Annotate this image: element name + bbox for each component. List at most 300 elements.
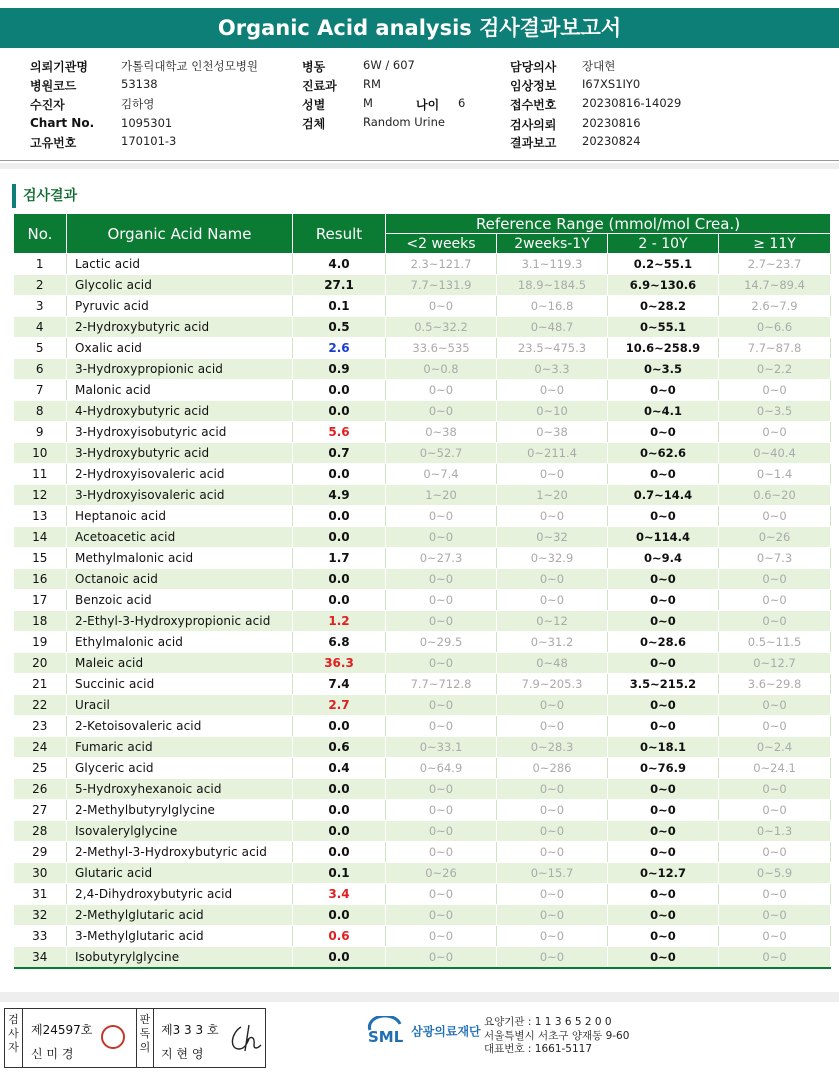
ref-2w-1y: 0~48.7	[497, 317, 608, 338]
acid-name: Maleic acid	[67, 653, 293, 674]
ref-2w-1y: 7.9~205.3	[497, 674, 608, 695]
row-no: 11	[14, 464, 67, 485]
result-value: 2.7	[293, 695, 386, 716]
result-value: 0.0	[293, 779, 386, 800]
ref-2-10y: 0~28.6	[608, 632, 719, 653]
ref-2w-1y: 0~286	[497, 758, 608, 779]
specimen-value: Random Urine	[363, 115, 445, 129]
ref-ge11y: 7.7~87.8	[719, 338, 831, 359]
signature-box	[4, 1008, 266, 1068]
ref-ge11y: 0~0	[719, 779, 831, 800]
ref-lt2w: 0~0	[386, 884, 497, 905]
row-no: 8	[14, 401, 67, 422]
result-value: 2.6	[293, 338, 386, 359]
row-no: 24	[14, 737, 67, 758]
acid-name: Lactic acid	[67, 254, 293, 275]
ref-lt2w: 0~0	[386, 821, 497, 842]
result-value: 0.0	[293, 842, 386, 863]
ref-ge11y: 0.5~11.5	[719, 632, 831, 653]
ref-2-10y: 0~0	[608, 926, 719, 947]
table-row	[14, 863, 831, 884]
row-no: 30	[14, 863, 67, 884]
acid-name: Succinic acid	[67, 674, 293, 695]
result-value: 7.4	[293, 674, 386, 695]
row-no: 22	[14, 695, 67, 716]
acid-name: 5-Hydroxyhexanoic acid	[67, 779, 293, 800]
acid-name: Heptanoic acid	[67, 506, 293, 527]
col-ref-ge11y: ≥ 11Y	[719, 234, 831, 254]
acid-name: 2-Ethyl-3-Hydroxypropionic acid	[67, 611, 293, 632]
result-value: 0.6	[293, 926, 386, 947]
ref-ge11y: 0~0	[719, 422, 831, 443]
verifier-no: 제3 3 3 호	[161, 1023, 219, 1037]
table-row	[14, 569, 831, 590]
ref-ge11y: 0~0	[719, 569, 831, 590]
ref-ge11y: 0~0	[719, 842, 831, 863]
table-row	[14, 401, 831, 422]
ref-ge11y: 2.6~7.9	[719, 296, 831, 317]
table-row	[14, 359, 831, 380]
ref-2w-1y: 0~0	[497, 800, 608, 821]
acid-name: 2-Hydroxybutyric acid	[67, 317, 293, 338]
ref-2-10y: 0.7~14.4	[608, 485, 719, 506]
result-value: 0.1	[293, 296, 386, 317]
ref-2w-1y: 0~28.3	[497, 737, 608, 758]
ref-2-10y: 0~0	[608, 905, 719, 926]
table-row	[14, 821, 831, 842]
acid-name: Ethylmalonic acid	[67, 632, 293, 653]
result-value: 1.7	[293, 548, 386, 569]
ref-ge11y: 0~0	[719, 695, 831, 716]
ref-lt2w: 0~0	[386, 905, 497, 926]
ref-lt2w: 0~0	[386, 926, 497, 947]
unique-label: 고유번호	[30, 136, 77, 150]
acid-name: 3-Methylglutaric acid	[67, 926, 293, 947]
request-value: 20230816	[582, 116, 641, 130]
receipt-value: 20230816-14029	[582, 96, 682, 110]
ref-2-10y: 3.5~215.2	[608, 674, 719, 695]
result-value: 0.0	[293, 590, 386, 611]
sml-logo	[366, 1016, 481, 1046]
result-value: 0.6	[293, 737, 386, 758]
ref-2w-1y: 0~0	[497, 947, 608, 968]
hospital-value: 가톨릭대학교 인천성모병원	[121, 59, 258, 73]
ref-2-10y: 0~0	[608, 590, 719, 611]
ref-lt2w: 0~0	[386, 296, 497, 317]
report-value: 20230824	[582, 134, 641, 148]
table-row	[14, 506, 831, 527]
code-value: 53138	[121, 77, 158, 91]
ref-2w-1y: 0~0	[497, 926, 608, 947]
row-no: 16	[14, 569, 67, 590]
table-row	[14, 842, 831, 863]
acid-name: Glyceric acid	[67, 758, 293, 779]
table-row	[14, 947, 831, 968]
ref-ge11y: 2.7~23.7	[719, 254, 831, 275]
ref-2w-1y: 0~0	[497, 842, 608, 863]
acid-name: Isovalerylglycine	[67, 821, 293, 842]
table-row	[14, 716, 831, 737]
acid-name: Glutaric acid	[67, 863, 293, 884]
examiner-name: 신 미 경	[31, 1047, 74, 1061]
footer-band	[0, 992, 839, 1002]
row-no: 29	[14, 842, 67, 863]
ref-lt2w: 0~0	[386, 779, 497, 800]
ref-lt2w: 0~0	[386, 842, 497, 863]
row-no: 26	[14, 779, 67, 800]
row-no: 4	[14, 317, 67, 338]
result-value: 0.1	[293, 863, 386, 884]
institution-code: 요양기관 : 1 1 3 6 5 2 0 0	[484, 1016, 612, 1028]
ref-ge11y: 0~0	[719, 506, 831, 527]
divider-band	[0, 163, 839, 169]
table-row	[14, 296, 831, 317]
ref-lt2w: 0~26	[386, 863, 497, 884]
row-no: 10	[14, 443, 67, 464]
ref-2-10y: 0~0	[608, 569, 719, 590]
ref-2-10y: 0.2~55.1	[608, 254, 719, 275]
ref-ge11y: 0~2.4	[719, 737, 831, 758]
divider	[0, 160, 839, 161]
col-name-header: Organic Acid Name	[67, 214, 293, 254]
request-label: 검사의뢰	[510, 118, 557, 132]
clinical-label: 임상정보	[510, 79, 557, 93]
verifier-signature	[227, 1019, 263, 1055]
acid-name: 3-Hydroxyisovaleric acid	[67, 485, 293, 506]
table-row	[14, 443, 831, 464]
logo-abbr: SML	[368, 1028, 404, 1046]
ref-ge11y: 0~24.1	[719, 758, 831, 779]
acid-name: 3-Hydroxyisobutyric acid	[67, 422, 293, 443]
ref-2-10y: 0~0	[608, 611, 719, 632]
ref-ge11y: 0~3.5	[719, 401, 831, 422]
result-value: 0.4	[293, 758, 386, 779]
ref-lt2w: 1~20	[386, 485, 497, 506]
row-no: 12	[14, 485, 67, 506]
ref-lt2w: 0~29.5	[386, 632, 497, 653]
table-row	[14, 632, 831, 653]
acid-name: Benzoic acid	[67, 590, 293, 611]
ref-ge11y: 0~40.4	[719, 443, 831, 464]
result-value: 0.0	[293, 380, 386, 401]
ref-2-10y: 0~28.2	[608, 296, 719, 317]
col-ref-header: Reference Range (mmol/mol Crea.)	[386, 214, 831, 234]
row-no: 20	[14, 653, 67, 674]
acid-name: 2,4-Dihydroxybutyric acid	[67, 884, 293, 905]
ref-2-10y: 0~55.1	[608, 317, 719, 338]
ref-2-10y: 0~76.9	[608, 758, 719, 779]
acid-name: 4-Hydroxybutyric acid	[67, 401, 293, 422]
result-value: 0.0	[293, 905, 386, 926]
ref-2w-1y: 0~0	[497, 380, 608, 401]
dept-value: RM	[363, 77, 381, 91]
ref-2w-1y: 0~15.7	[497, 863, 608, 884]
ref-ge11y: 0~0	[719, 800, 831, 821]
ref-2-10y: 6.9~130.6	[608, 275, 719, 296]
row-no: 1	[14, 254, 67, 275]
result-value: 27.1	[293, 275, 386, 296]
ref-2-10y: 0~0	[608, 800, 719, 821]
acid-name: Acetoacetic acid	[67, 527, 293, 548]
row-no: 28	[14, 821, 67, 842]
ref-2-10y: 0~0	[608, 884, 719, 905]
table-row	[14, 779, 831, 800]
ref-lt2w: 0~33.1	[386, 737, 497, 758]
acid-name: Fumaric acid	[67, 737, 293, 758]
row-no: 3	[14, 296, 67, 317]
ref-lt2w: 7.7~712.8	[386, 674, 497, 695]
row-no: 2	[14, 275, 67, 296]
table-row	[14, 884, 831, 905]
ref-2-10y: 0~0	[608, 779, 719, 800]
ref-2w-1y: 0~0	[497, 821, 608, 842]
hospital-label: 의뢰기관명	[30, 60, 88, 74]
ref-2-10y: 0~0	[608, 821, 719, 842]
ref-2w-1y: 0~0	[497, 884, 608, 905]
row-no: 31	[14, 884, 67, 905]
acid-name: 2-Methylglutaric acid	[67, 905, 293, 926]
ref-lt2w: 0~38	[386, 422, 497, 443]
row-no: 18	[14, 611, 67, 632]
ref-2w-1y: 0~10	[497, 401, 608, 422]
row-no: 14	[14, 527, 67, 548]
table-row	[14, 338, 831, 359]
table-row	[14, 254, 831, 275]
col-ref-2-10y: 2 - 10Y	[608, 234, 719, 254]
unique-value: 170101-3	[121, 134, 177, 148]
row-no: 25	[14, 758, 67, 779]
ref-2w-1y: 0~0	[497, 695, 608, 716]
ref-2-10y: 0~0	[608, 464, 719, 485]
acid-name: Uracil	[67, 695, 293, 716]
table-row	[14, 422, 831, 443]
ref-ge11y: 0~2.2	[719, 359, 831, 380]
acid-name: Malonic acid	[67, 380, 293, 401]
ref-2w-1y: 0~31.2	[497, 632, 608, 653]
ref-2-10y: 0~0	[608, 716, 719, 737]
examiner-seal	[101, 1025, 125, 1049]
ref-lt2w: 0~0	[386, 716, 497, 737]
row-no: 7	[14, 380, 67, 401]
acid-name: 2-Methylbutyrylglycine	[67, 800, 293, 821]
col-ref-lt2w: <2 weeks	[386, 234, 497, 254]
acid-name: Oxalic acid	[67, 338, 293, 359]
doctor-label: 담당의사	[510, 60, 557, 74]
table-row	[14, 380, 831, 401]
ref-2-10y: 0~0	[608, 842, 719, 863]
ref-2-10y: 0~9.4	[608, 548, 719, 569]
ref-ge11y: 0~0	[719, 611, 831, 632]
patient-value: 김하영	[121, 97, 155, 111]
row-no: 5	[14, 338, 67, 359]
ward-value: 6W / 607	[363, 58, 415, 72]
chart-label: Chart No.	[30, 116, 95, 130]
acid-name: 3-Hydroxypropionic acid	[67, 359, 293, 380]
row-no: 13	[14, 506, 67, 527]
table-row	[14, 464, 831, 485]
clinical-value: I67XS1IY0	[582, 77, 641, 91]
ref-2w-1y: 0~211.4	[497, 443, 608, 464]
row-no: 23	[14, 716, 67, 737]
acid-name: 2-Hydroxyisovaleric acid	[67, 464, 293, 485]
ref-2w-1y: 0~0	[497, 779, 608, 800]
result-value: 0.7	[293, 443, 386, 464]
row-no: 19	[14, 632, 67, 653]
acid-name: Glycolic acid	[67, 275, 293, 296]
table-row	[14, 548, 831, 569]
ref-2w-1y: 0~0	[497, 716, 608, 737]
age-label: 나이	[416, 98, 440, 112]
ref-ge11y: 0~0	[719, 884, 831, 905]
result-value: 0.0	[293, 401, 386, 422]
institution-phone: 대표번호 : 1661-5117	[484, 1043, 593, 1055]
table-row	[14, 695, 831, 716]
result-value: 1.2	[293, 611, 386, 632]
ref-lt2w: 0~0	[386, 611, 497, 632]
logo-name: 삼광의료재단	[411, 1024, 481, 1039]
ref-ge11y: 0~0	[719, 590, 831, 611]
ref-2w-1y: 0~12	[497, 611, 608, 632]
table-row	[14, 800, 831, 821]
acid-name: Octanoic acid	[67, 569, 293, 590]
result-value: 0.5	[293, 317, 386, 338]
ref-2-10y: 0~0	[608, 947, 719, 968]
row-no: 33	[14, 926, 67, 947]
ref-ge11y: 0~1.3	[719, 821, 831, 842]
verifier-name: 지 현 영	[161, 1047, 204, 1061]
table-row	[14, 926, 831, 947]
code-label: 병원코드	[30, 79, 77, 93]
ref-lt2w: 7.7~131.9	[386, 275, 497, 296]
result-value: 5.6	[293, 422, 386, 443]
result-value: 0.0	[293, 527, 386, 548]
ref-2w-1y: 0~0	[497, 506, 608, 527]
ref-ge11y: 0~6.6	[719, 317, 831, 338]
col-result-header: Result	[293, 214, 386, 254]
patient-info	[0, 56, 839, 152]
table-row	[14, 611, 831, 632]
doctor-value: 장대현	[582, 59, 616, 73]
report-title: Organic Acid analysis 검사결과보고서	[0, 8, 839, 48]
table-row	[14, 275, 831, 296]
ref-2w-1y: 0~16.8	[497, 296, 608, 317]
ref-lt2w: 0~0.8	[386, 359, 497, 380]
ref-2-10y: 0~0	[608, 695, 719, 716]
row-no: 34	[14, 947, 67, 968]
examiner-no: 제24597호	[31, 1023, 93, 1037]
ref-2-10y: 0~62.6	[608, 443, 719, 464]
col-no-header: No.	[14, 214, 67, 254]
ref-2-10y: 10.6~258.9	[608, 338, 719, 359]
ref-2w-1y: 0~32.9	[497, 548, 608, 569]
receipt-label: 접수번호	[510, 98, 557, 112]
ref-lt2w: 0~0	[386, 590, 497, 611]
table-row	[14, 317, 831, 338]
acid-name: 2-Methyl-3-Hydroxybutyric acid	[67, 842, 293, 863]
ward-label: 병동	[302, 60, 326, 74]
ref-lt2w: 0~27.3	[386, 548, 497, 569]
acid-name: 2-Ketoisovaleric acid	[67, 716, 293, 737]
ref-2w-1y: 0~0	[497, 590, 608, 611]
result-value: 4.9	[293, 485, 386, 506]
ref-2-10y: 0~18.1	[608, 737, 719, 758]
ref-2-10y: 0~114.4	[608, 527, 719, 548]
result-value: 0.0	[293, 800, 386, 821]
row-no: 32	[14, 905, 67, 926]
acid-name: Isobutyrylglycine	[67, 947, 293, 968]
ref-2w-1y: 0~0	[497, 569, 608, 590]
ref-ge11y: 0~0	[719, 926, 831, 947]
row-no: 9	[14, 422, 67, 443]
ref-ge11y: 3.6~29.8	[719, 674, 831, 695]
sex-value: M	[363, 96, 373, 110]
ref-ge11y: 0~0	[719, 947, 831, 968]
ref-2-10y: 0~0	[608, 653, 719, 674]
ref-ge11y: 0~0	[719, 716, 831, 737]
ref-2-10y: 0~0	[608, 422, 719, 443]
acid-name: Pyruvic acid	[67, 296, 293, 317]
row-no: 17	[14, 590, 67, 611]
ref-2-10y: 0~0	[608, 506, 719, 527]
result-value: 0.0	[293, 464, 386, 485]
ref-2-10y: 0~4.1	[608, 401, 719, 422]
ref-2-10y: 0~3.5	[608, 359, 719, 380]
ref-lt2w: 0~0	[386, 653, 497, 674]
ref-2w-1y: 0~48	[497, 653, 608, 674]
report-label: 결과보고	[510, 136, 557, 150]
result-value: 0.0	[293, 716, 386, 737]
ref-lt2w: 0~0	[386, 947, 497, 968]
ref-ge11y: 0~5.9	[719, 863, 831, 884]
result-value: 0.0	[293, 821, 386, 842]
table-row	[14, 485, 831, 506]
verifier-label: 판 독 의	[136, 1009, 154, 1067]
patient-label: 수진자	[30, 98, 65, 112]
col-ref-2w-1y: 2weeks-1Y	[497, 234, 608, 254]
ref-2w-1y: 0~0	[497, 464, 608, 485]
row-no: 6	[14, 359, 67, 380]
ref-lt2w: 0.5~32.2	[386, 317, 497, 338]
ref-lt2w: 0~0	[386, 380, 497, 401]
ref-lt2w: 0~0	[386, 506, 497, 527]
examiner-label: 검 사 자	[5, 1009, 23, 1067]
institution-info	[484, 1016, 629, 1057]
chart-value: 1095301	[121, 116, 173, 130]
ref-2-10y: 0~0	[608, 380, 719, 401]
ref-ge11y: 0~12.7	[719, 653, 831, 674]
ref-ge11y: 0~0	[719, 380, 831, 401]
ref-ge11y: 14.7~89.4	[719, 275, 831, 296]
ref-ge11y: 0~7.3	[719, 548, 831, 569]
ref-lt2w: 0~0	[386, 569, 497, 590]
ref-2w-1y: 3.1~119.3	[497, 254, 608, 275]
age-value: 6	[458, 96, 466, 110]
ref-2w-1y: 23.5~475.3	[497, 338, 608, 359]
ref-ge11y: 0~0	[719, 905, 831, 926]
sml-logo-icon	[366, 1016, 406, 1046]
ref-lt2w: 0~0	[386, 527, 497, 548]
table-row	[14, 653, 831, 674]
ref-2w-1y: 0~38	[497, 422, 608, 443]
table-row	[14, 905, 831, 926]
ref-ge11y: 0.6~20	[719, 485, 831, 506]
ref-2-10y: 0~12.7	[608, 863, 719, 884]
ref-2w-1y: 1~20	[497, 485, 608, 506]
result-value: 4.0	[293, 254, 386, 275]
acid-name: Methylmalonic acid	[67, 548, 293, 569]
row-no: 21	[14, 674, 67, 695]
ref-lt2w: 0~64.9	[386, 758, 497, 779]
